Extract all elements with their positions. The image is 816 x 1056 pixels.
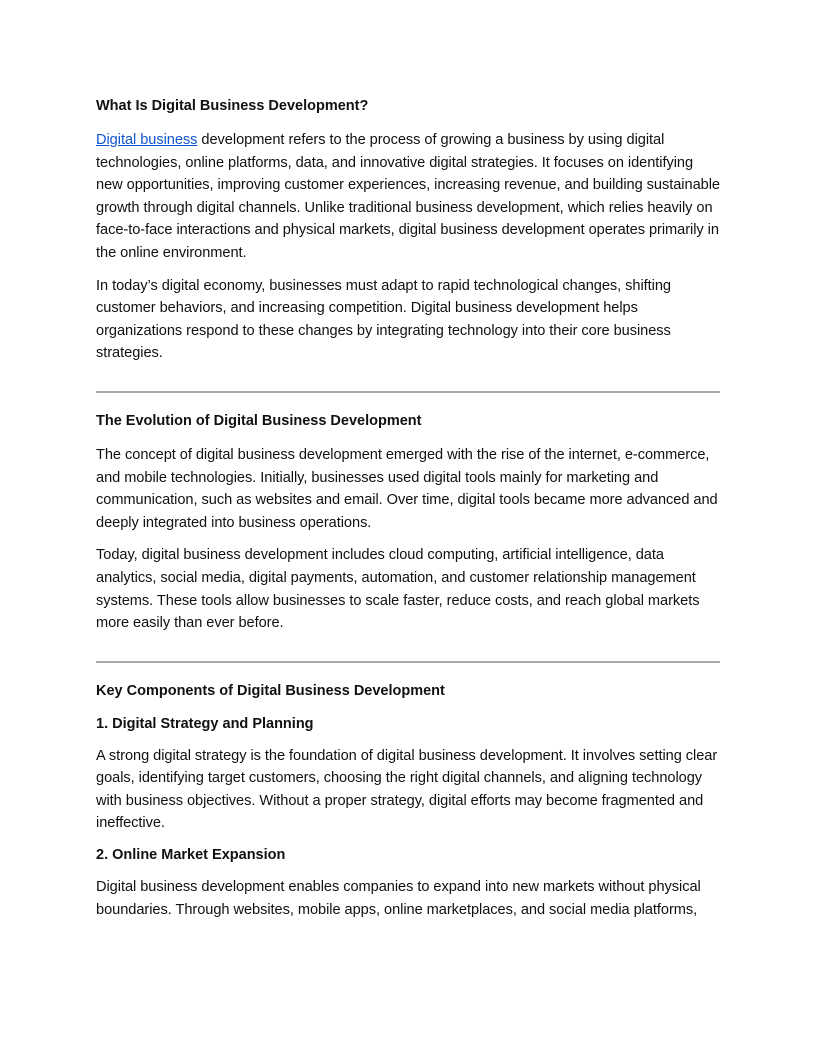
document-page <box>96 96 720 931</box>
section-divider-2 <box>96 661 720 663</box>
digital-business-link[interactable]: Digital business <box>96 132 198 148</box>
paragraph-digital-strategy: A strong digital strategy is the foundation of digital business development. It involves setting clear goals, identifying target customers, choosing the right digital channels, and aligning technology with business objectives. Without a proper strategy, digital efforts may become fragmented and ineffective. <box>96 747 718 832</box>
section-heading-what-is: What Is Digital Business Development? <box>96 98 369 114</box>
paragraph-online-market: Digital business development enables companies to expand into new markets without physical boundaries. Through websites, mobile apps, online marketplaces, and social media platforms, <box>96 879 701 918</box>
subheading-digital-strategy: 1. Digital Strategy and Planning <box>96 715 314 732</box>
paragraph-digital-economy: In today’s digital economy, businesses must adapt to rapid technological changes, shifting customer behaviors, and increasing competition. Digital business development helps organizations respond to these changes by integrating technology into their core business strategies. <box>96 277 672 362</box>
paragraph-definition <box>96 129 720 265</box>
paragraph-evolution-history: The concept of digital business development emerged with the rise of the internet, e-commerce, and mobile technologies. Initially, businesses used digital tools mainly for marketing and communication, such as websites and email. Over time, digital tools became more advanced and deeply integrated into business operations. <box>96 446 718 531</box>
section-divider-1 <box>96 391 720 393</box>
paragraph-evolution-today: Today, digital business development includes cloud computing, artificial intelligence, data analytics, social media, digital payments, automation, and customer relationship management systems. These tools allow businesses to scale faster, reduce costs, and reach global markets more easily than ever before. <box>96 547 700 632</box>
paragraph-definition-text: development refers to the process of growing a business by using digital technologies, online platforms, data, and innovative digital strategies. It focuses on identifying new opportunities, improving customer experiences, increasing revenue, and building sustainable growth through digital channels. Unlike traditional business development, which relies heavily on face-to-face interactions and physical markets, digital business development operates primarily in the online environment. <box>96 132 720 261</box>
section-heading-key-components: Key Components of Digital Business Development <box>96 682 445 699</box>
section-heading-evolution: The Evolution of Digital Business Development <box>96 412 422 429</box>
subheading-online-market: 2. Online Market Expansion <box>96 847 286 864</box>
